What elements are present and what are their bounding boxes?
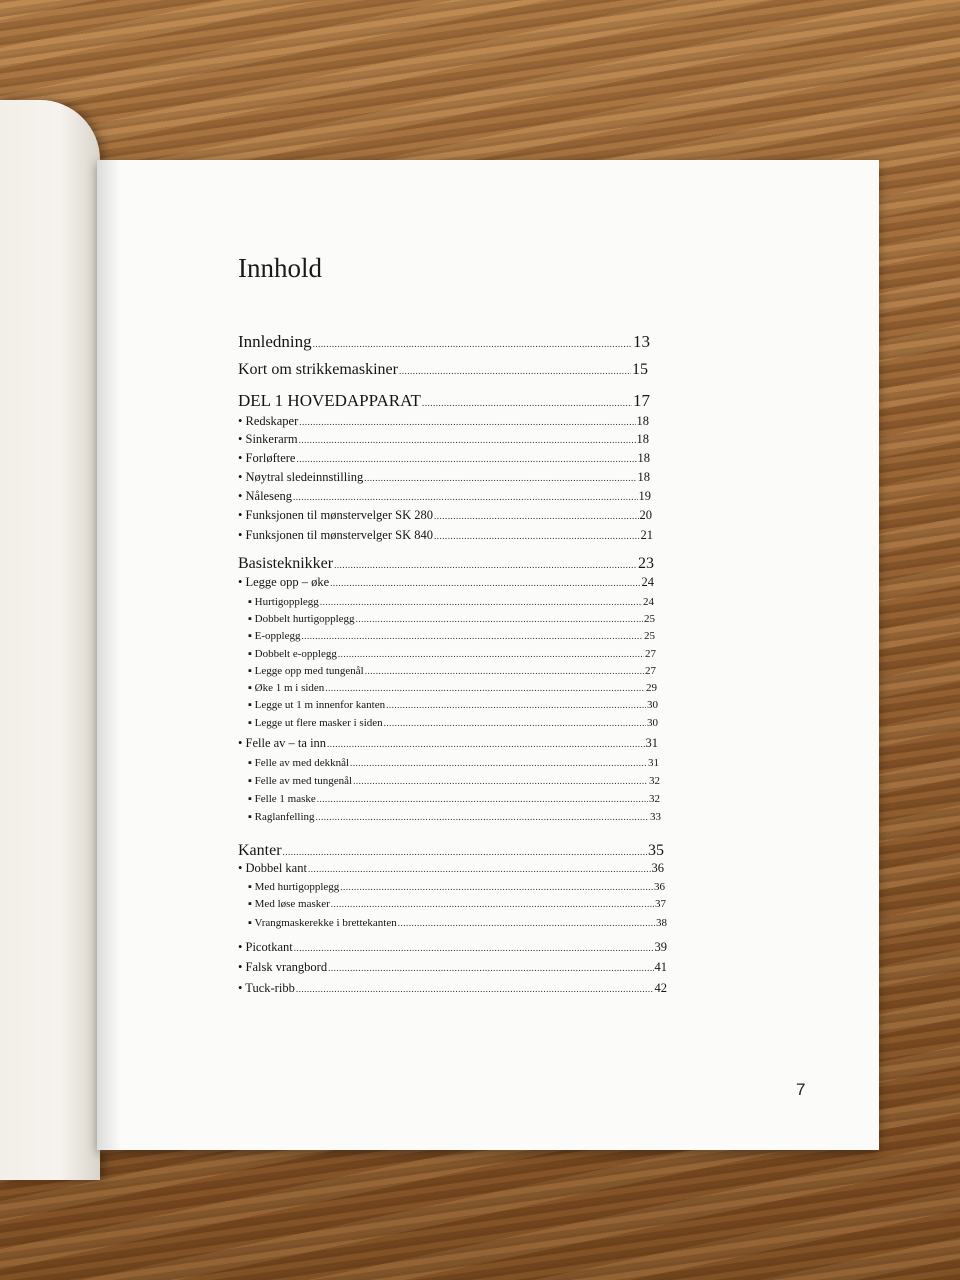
dot-leader [331,899,654,909]
dot-leader [356,614,643,624]
dot-leader [422,398,632,408]
toc-entry-label: ▪ Med hurtigopplegg [248,881,340,893]
toc-entry-label: ▪ Legge ut 1 m innenfor kanten [248,699,386,711]
toc-entry-page: 39 [654,940,667,954]
toc-entry [248,665,656,677]
toc-entry-page: 17 [633,391,650,410]
dot-leader [334,560,637,570]
toc-entry-page: 30 [647,699,658,711]
dot-leader [330,578,640,588]
dot-leader [325,683,645,693]
toc-entry [238,470,650,485]
toc-entry-label: ▪ E-opplegg [248,630,301,642]
toc-entry [248,630,655,642]
toc-entry-label: DEL 1 HOVEDAPPARAT [238,391,421,410]
toc-entry-page: 36 [654,881,665,893]
left-book-page [0,100,100,1180]
dot-leader [434,531,640,541]
toc-entry-label: ▪ Raglanfelling [248,811,315,823]
toc-entry [238,575,654,590]
dot-leader [434,511,639,521]
toc-entry-page: 38 [656,917,667,929]
toc-entry-label: • Legge opp – øke [238,575,330,589]
toc-entry-label: ▪ Dobbelt hurtigopplegg [248,613,355,625]
toc-entry-label: • Dobbel kant [238,861,307,875]
toc-entry [238,332,650,352]
toc-entry [238,842,664,860]
toc-entry-label: ▪ Legge opp med tungenål [248,665,364,677]
toc-title: Innhold [238,253,322,283]
dot-leader [365,666,644,676]
toc-entry-label: ▪ Vrangmaskerekke i brettekanten [248,917,397,929]
dot-leader [320,597,642,607]
dot-leader [316,812,649,822]
toc-entry-label: ▪ Legge ut flere masker i siden [248,717,383,729]
dot-leader [338,649,644,659]
toc-entry-page: 30 [647,717,658,729]
dot-leader [399,366,631,376]
dot-leader [313,339,632,349]
toc-entry [248,717,658,729]
toc-entry [238,432,649,447]
toc-entry [248,775,660,787]
dot-leader [398,918,655,928]
toc-entry [238,414,649,429]
toc-entry-label: ▪ Felle av med tungenål [248,775,353,787]
toc-entry [238,981,667,996]
toc-entry [238,555,654,573]
toc-entry [248,898,666,910]
toc-entry-page: 27 [645,648,656,660]
toc-entry-label: • Nøytral sledeinnstilling [238,470,364,484]
toc-entry [248,596,654,608]
toc-entry-page: 25 [644,630,655,642]
toc-entry-page: 21 [640,528,653,542]
toc-entry-label: • Nåleseng [238,489,293,503]
dot-leader [299,417,635,427]
toc-entry-page: 41 [654,960,667,974]
toc-entry-label: • Funksjonen til mønstervelger SK 280 [238,508,433,522]
toc-entry [238,861,664,876]
toc-entry-page: 24 [643,596,654,608]
toc-entry-page: 29 [646,682,657,694]
toc-entry-label: Innledning [238,332,312,351]
dot-leader [384,718,646,728]
toc-entry [238,361,648,379]
toc-entry [238,736,658,751]
toc-entry-label: • Felle av – ta inn [238,736,327,750]
toc-entry [248,699,658,711]
toc-entry [248,682,657,694]
toc-entry-label: • Picotkant [238,940,293,954]
toc-entry-label: • Redskaper [238,414,299,428]
toc-entry-label: ▪ Felle 1 maske [248,793,316,805]
toc-entry-label: Basisteknikker [238,555,334,572]
dot-leader [283,847,647,857]
dot-leader [301,631,643,641]
toc-entry [238,391,650,411]
dot-leader [328,963,653,973]
dot-leader [294,943,654,953]
toc-entry-page: 36 [651,861,664,875]
toc-entry-page: 23 [638,555,654,572]
dot-leader [353,776,648,786]
toc-entry-label: ▪ Hurtigopplegg [248,596,319,608]
toc-entry-label: • Falsk vrangbord [238,960,328,974]
toc-entry-page: 42 [654,981,667,995]
toc-entry [238,508,652,523]
toc-entry-page: 15 [632,361,648,378]
dot-leader [317,794,648,804]
toc-entry [248,648,656,660]
toc-entry-label: • Sinkerarm [238,432,298,446]
toc-entry [248,811,661,823]
toc-entry-page: 32 [649,793,660,805]
toc-entry [238,451,650,466]
toc-entry-label: ▪ Med løse masker [248,898,330,910]
dot-leader [350,758,647,768]
toc-entry-label: • Tuck-ribb [238,981,295,995]
toc-entry [238,528,653,543]
toc-entry [238,960,667,975]
toc-entry-label: Kort om strikkemaskiner [238,361,398,378]
toc-entry-page: 35 [648,842,664,859]
dot-leader [386,700,646,710]
toc-entry-page: 20 [639,508,652,522]
toc-entry [248,757,659,769]
toc-entry-page: 37 [655,898,666,910]
toc-entry [248,917,667,929]
dot-leader [308,864,651,874]
toc-entry-page: 31 [645,736,658,750]
toc-entry-page: 24 [641,575,654,589]
dot-leader [299,435,636,445]
toc-entry-label: • Forløftere [238,451,296,465]
dot-leader [340,882,653,892]
toc-entry-label: ▪ Felle av med dekknål [248,757,350,769]
dot-leader [327,739,644,749]
toc-entry [238,489,651,504]
toc-entry-page: 18 [636,432,649,446]
toc-entry [248,793,660,805]
toc-entry-page: 18 [636,414,649,428]
toc-entry-page: 27 [645,665,656,677]
toc-entry-page: 25 [644,613,655,625]
toc-entry-label: • Funksjonen til mønstervelger SK 840 [238,528,433,542]
toc-entry-label: ▪ Dobbelt e-opplegg [248,648,337,660]
toc-entry-label: Kanter [238,842,282,859]
toc-entry-page: 31 [648,757,659,769]
toc-entry-page: 32 [649,775,660,787]
toc-entry-page: 18 [637,451,650,465]
toc-entry-page: 33 [650,811,661,823]
toc-entry [248,613,655,625]
toc-entry [238,940,667,955]
page-number: 7 [796,1080,806,1099]
toc-entry-label: ▪ Øke 1 m i siden [248,682,325,694]
dot-leader [364,473,636,483]
toc-entry-page: 13 [633,332,650,351]
toc-entry [248,881,665,893]
dot-leader [296,984,654,994]
dot-leader [293,492,637,502]
dot-leader [296,454,636,464]
toc-entry-page: 18 [637,470,650,484]
toc-entry-page: 19 [638,489,651,503]
